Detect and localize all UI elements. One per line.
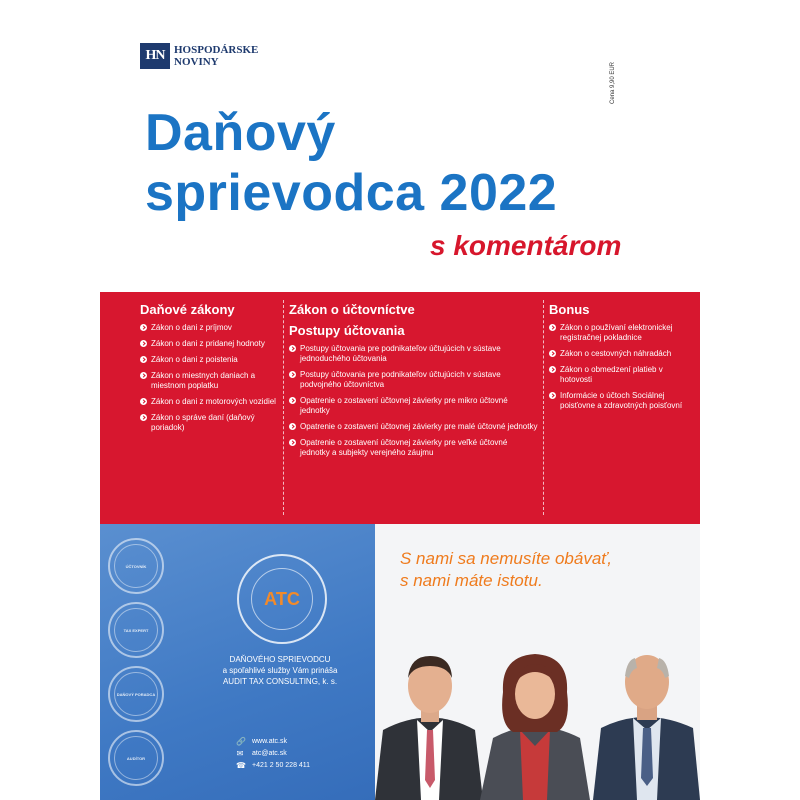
column-heading: Daňové zákony (140, 302, 235, 317)
cover-subtitle: s komentárom (430, 230, 622, 261)
sponsor-line-2: a spoľahlivé služby Vám prináša (222, 666, 338, 675)
logo-text (174, 44, 258, 68)
list-item: Postupy účtovania pre podnikateľov účtujúcich v sústave podvojného účtovníctva (289, 370, 539, 390)
list-item: Opatrenie o zostavení účtovnej závierky pre mikro účtovné jednotky (289, 396, 539, 416)
atc-logo-text: ATC (251, 568, 313, 630)
column-heading: Zákon o účtovníctve (289, 302, 415, 317)
slogan-line-2: s nami máte istotu. (400, 571, 543, 590)
column-divider (543, 300, 544, 515)
link-icon: 🔗 (236, 737, 246, 746)
sponsor-text (190, 654, 370, 687)
list-item: Zákon o dani z motorových vozidiel (140, 397, 280, 407)
contact-email: ✉ atc@atc.sk (236, 749, 287, 758)
person-middle (480, 654, 590, 800)
bonus-column (549, 302, 689, 417)
contents-band (100, 292, 700, 524)
list-item: Zákon o miestnych daniach a miestnom poplatku (140, 371, 280, 391)
cover-title (145, 103, 557, 223)
advert-slogan (400, 548, 612, 592)
list-item: Zákon o obmedzení platieb v hotovosti (549, 365, 689, 385)
contact-phone: ☎ +421 2 50 228 411 (236, 761, 311, 770)
mail-icon: ✉ (236, 749, 244, 758)
contact-website: 🔗 www.atc.sk (236, 737, 288, 746)
seal-accountant-icon: ÚČTOVNÍK (108, 538, 164, 594)
list-item: Zákon o dani z pridanej hodnoty (140, 339, 280, 349)
logo-mark: HN (140, 43, 170, 69)
advert-blue-panel (100, 524, 375, 800)
seal-tax-expert-icon: TAX EXPERT (108, 602, 164, 658)
list-item: Opatrenie o zostavení účtovnej závierky pre malé účtovné jednotky (289, 422, 539, 432)
phone-icon: ☎ (236, 761, 246, 770)
person-left (375, 656, 483, 800)
person-right (593, 655, 700, 800)
logo-line-1: HOSPODÁRSKE (174, 44, 259, 56)
sponsor-line-1: DAŇOVÉHO SPRIEVODCU (229, 655, 331, 664)
title-line-2: sprievodca 2022 (145, 164, 558, 222)
list-item: Postupy účtovania pre podnikateľov účtujúcich v sústave jednoduchého účtovania (289, 344, 539, 364)
advert-section (100, 524, 700, 800)
slogan-line-1: S nami sa nemusíte obávať, (400, 549, 613, 568)
list-item: Opatrenie o zostavení účtovnej závierky pre veľké účtovné jednotky a subjekty verejného záujmu (289, 438, 539, 458)
list-item: Zákon o používaní elektronickej registračnej pokladnice (549, 323, 689, 343)
logo-line-2: NOVINY (174, 56, 219, 68)
column-subheading: Postupy účtovania (289, 323, 405, 338)
list-item: Zákon o dani z príjmov (140, 323, 280, 333)
seal-auditor-icon: AUDÍTOR (108, 730, 164, 786)
contact-list (236, 736, 310, 772)
sponsor-line-3: AUDIT TAX CONSULTING, k. s. (222, 677, 338, 686)
list-item: Zákon o správe daní (daňový poriadok) (140, 413, 280, 433)
seal-tax-advisor-icon: DAŇOVÝ PORADCA (108, 666, 164, 722)
tax-laws-column (140, 302, 280, 439)
price-text: Cena 9,90 EUR (610, 61, 617, 105)
publisher-logo (140, 43, 258, 69)
list-item: Informácie o účtoch Sociálnej poisťovne a zdravotných poisťovní (549, 391, 689, 411)
accounting-column (289, 302, 539, 464)
title-line-1: Daňový (145, 104, 336, 162)
list-item: Zákon o cestovných náhradách (549, 349, 689, 359)
list-item: Zákon o dani z poistenia (140, 355, 280, 365)
price-label (610, 50, 630, 120)
atc-logo (237, 554, 327, 644)
certification-seals (108, 538, 178, 800)
book-cover (100, 0, 700, 800)
column-divider (283, 300, 284, 515)
column-heading: Bonus (549, 302, 590, 317)
people-photo (375, 620, 700, 800)
